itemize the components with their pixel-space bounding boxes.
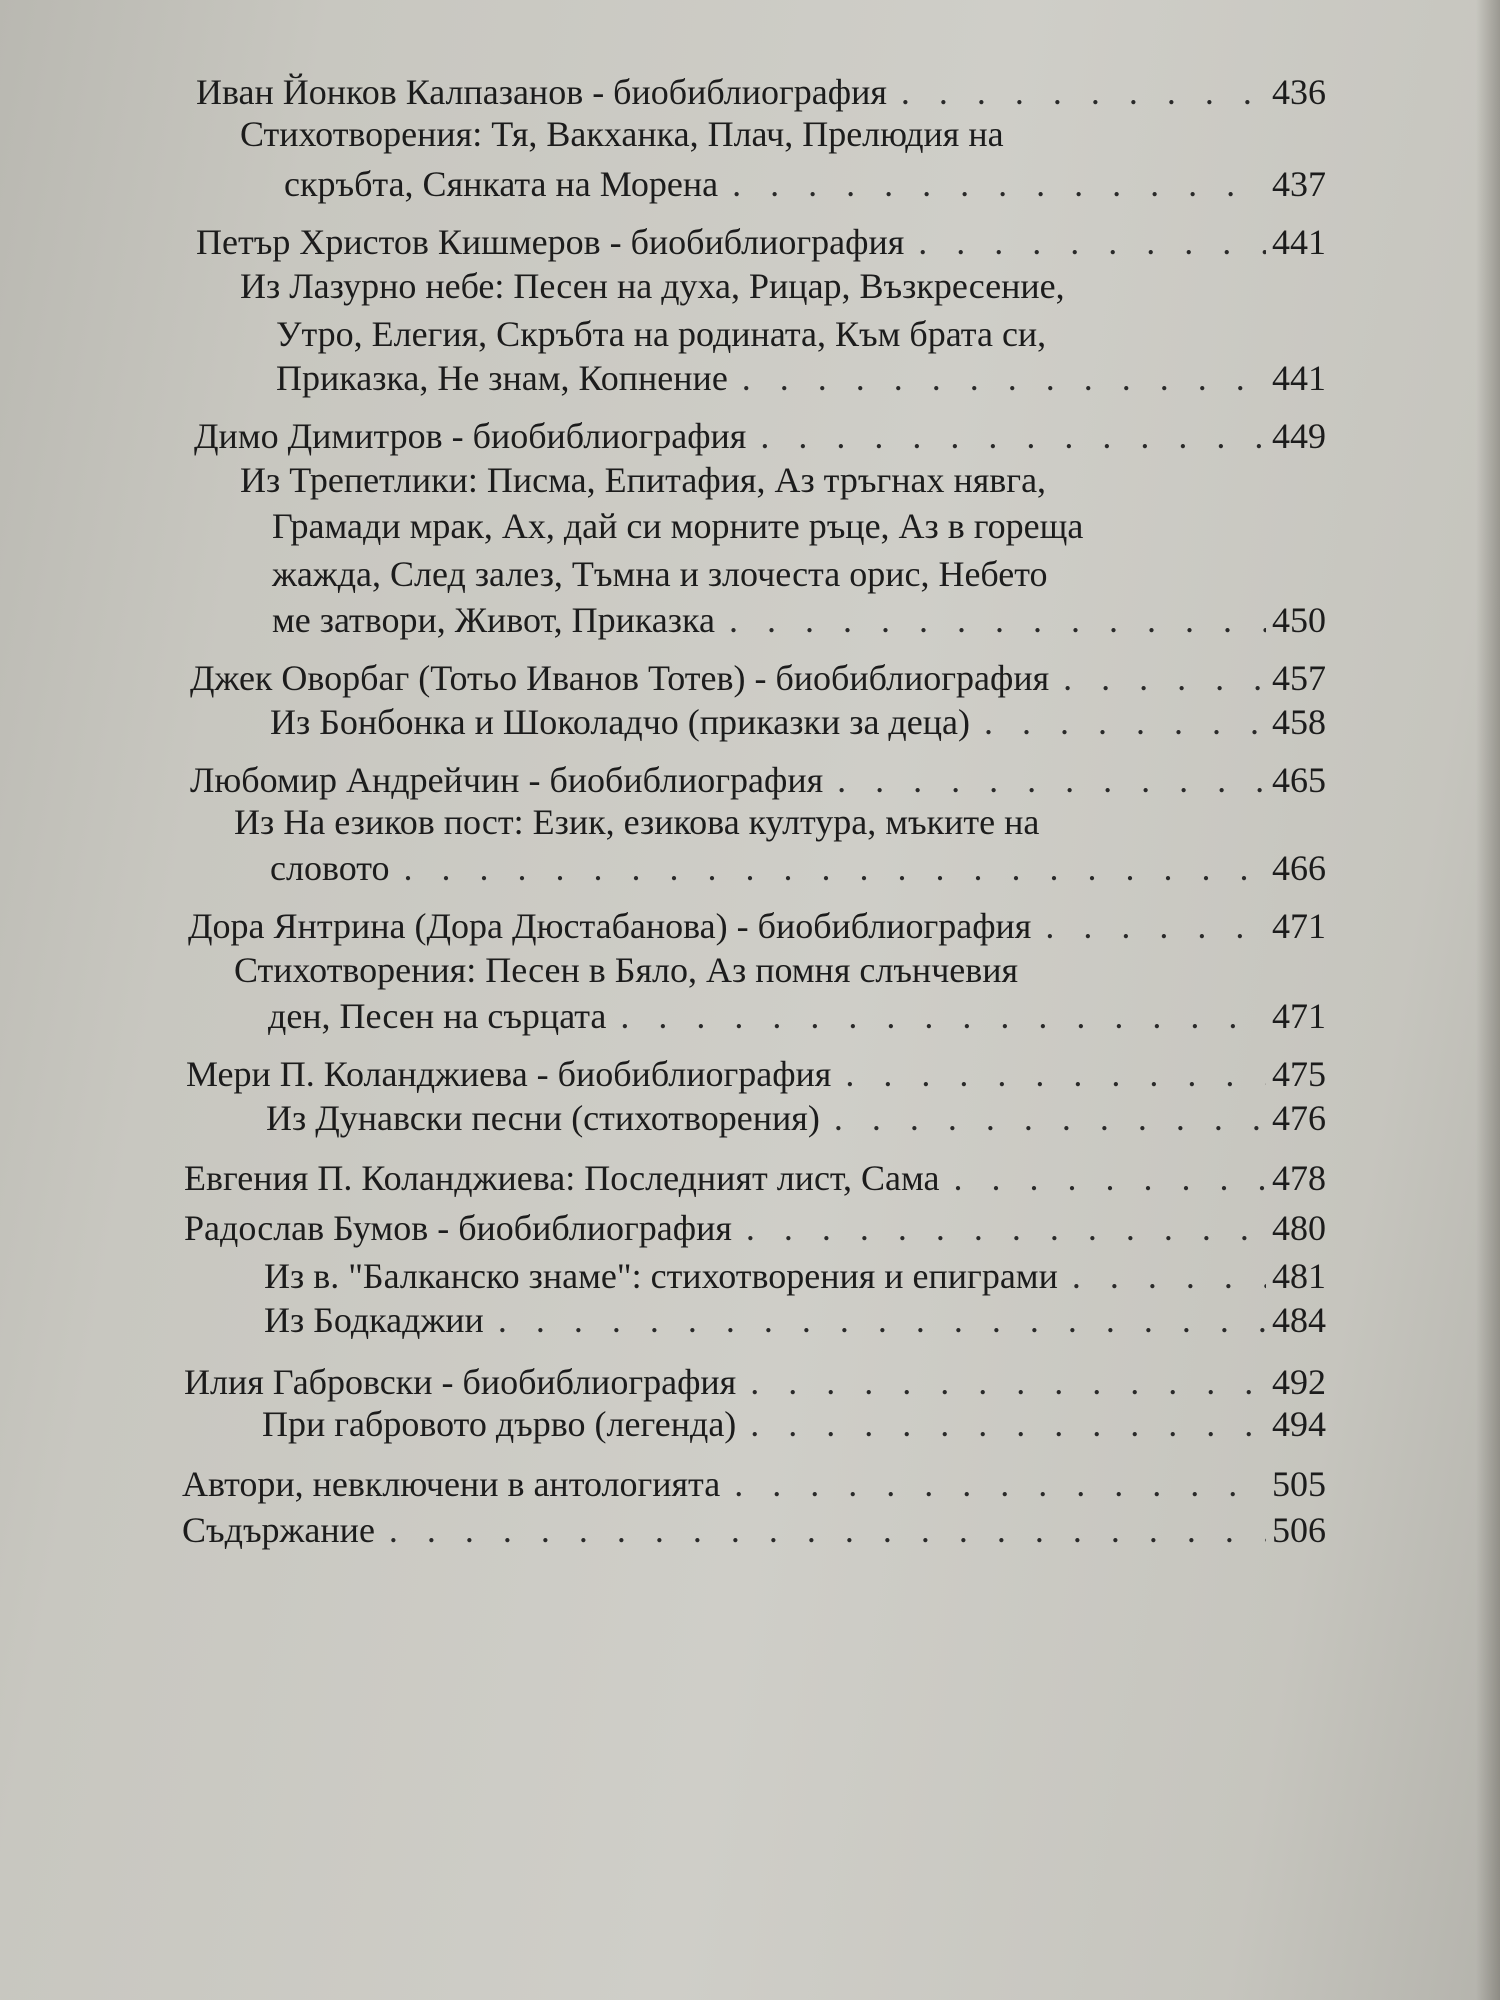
toc-entry xyxy=(262,1404,1326,1444)
dot-leader xyxy=(984,702,1266,742)
dot-leader xyxy=(1063,658,1266,698)
toc-entry-title: ден, Песен на сърцата xyxy=(268,996,607,1036)
toc-entry-title: При габровото дърво (легенда) xyxy=(262,1404,737,1444)
toc-entry xyxy=(182,1464,1326,1504)
dot-leader xyxy=(918,222,1266,262)
toc-entry xyxy=(196,72,1326,112)
toc-entry xyxy=(266,1098,1326,1138)
toc-entry-title: жажда, След залез, Тъмна и злочеста орис, Небето xyxy=(272,554,1048,594)
dot-leader xyxy=(742,358,1266,398)
toc-entry-title: Илия Габровски - биобиблиография xyxy=(184,1362,737,1402)
dot-leader xyxy=(734,1464,1266,1504)
toc-entry xyxy=(194,416,1326,456)
toc-entry xyxy=(184,1208,1326,1248)
toc-entry-title: Стихотворения: Тя, Вакханка, Плач, Прелюдия на xyxy=(240,114,1004,154)
toc-entry-page: 494 xyxy=(1272,1404,1326,1444)
toc-entry xyxy=(284,164,1326,204)
toc-entry-page: 437 xyxy=(1272,164,1326,204)
toc-entry-title: Дора Янтрина (Дора Дюстабанова) - биобиблиография xyxy=(188,906,1032,946)
toc-entry-page: 481 xyxy=(1272,1256,1326,1296)
toc-entry-title: Из Дунавски песни (стихотворения) xyxy=(266,1098,820,1138)
toc-entry xyxy=(264,1256,1326,1296)
toc-entry-title: Любомир Андрейчин - биобиблиография xyxy=(190,760,824,800)
toc-entry xyxy=(264,1300,1326,1340)
toc-entry-title: Съдържание xyxy=(182,1510,375,1550)
toc-entry-title: Грамади мрак, Ах, дай си морните ръце, Аз в гореща xyxy=(272,506,1084,546)
toc-entry xyxy=(186,1054,1326,1094)
dot-leader xyxy=(837,760,1266,800)
toc-entry-title: Стихотворения: Песен в Бяло, Аз помня слънчевия xyxy=(234,950,1019,990)
toc-entry-title: Джек Оворбаг (Тотьо Иванов Тотев) - биобиблиография xyxy=(190,658,1050,698)
toc-entry xyxy=(188,906,1326,946)
toc-entry xyxy=(268,996,1326,1036)
dot-leader xyxy=(498,1300,1266,1340)
toc-entry-page: 466 xyxy=(1272,848,1326,888)
dot-leader xyxy=(760,416,1266,456)
toc-entry-page: 449 xyxy=(1272,416,1326,456)
toc-entry-page: 458 xyxy=(1272,702,1326,742)
toc-entry-page: 478 xyxy=(1272,1158,1326,1198)
toc-entry-title: Радослав Бумов - биобиблиография xyxy=(184,1208,732,1248)
toc-entry-title: Из Бонбонка и Шоколадчо (приказки за деца) xyxy=(270,702,970,742)
toc-entry-page: 492 xyxy=(1272,1362,1326,1402)
toc-entry xyxy=(270,702,1326,742)
toc-entry-page: 480 xyxy=(1272,1208,1326,1248)
toc-entry-page: 475 xyxy=(1272,1054,1326,1094)
toc-entry-page: 505 xyxy=(1272,1464,1326,1504)
toc-entry-page: 441 xyxy=(1272,222,1326,262)
toc-entry-page: 476 xyxy=(1272,1098,1326,1138)
toc-entry-page: 457 xyxy=(1272,658,1326,698)
toc-entry-page: 441 xyxy=(1272,358,1326,398)
toc-entry xyxy=(276,358,1326,398)
toc-entry xyxy=(182,1510,1326,1550)
dot-leader xyxy=(901,72,1266,112)
toc-entry xyxy=(190,760,1326,800)
toc-entry-title: Утро, Елегия, Скръбта на родината, Към брата си, xyxy=(276,314,1047,354)
toc-entry-title: Из На езиков пост: Език, езикова култура, мъките на xyxy=(234,802,1040,842)
dot-leader xyxy=(729,600,1266,640)
toc-entry xyxy=(272,600,1326,640)
toc-entry-page: 506 xyxy=(1272,1510,1326,1550)
toc-entry xyxy=(196,222,1326,262)
toc-entry-page: 471 xyxy=(1272,906,1326,946)
toc-entry-title: словото xyxy=(270,848,390,888)
toc-entry-page: 436 xyxy=(1272,72,1326,112)
toc-entry-title: Петър Христов Кишмеров - биобиблиография xyxy=(196,222,905,262)
dot-leader xyxy=(1045,906,1266,946)
toc-entry-title: Мери П. Коланджиева - биобиблиография xyxy=(186,1054,832,1094)
toc-entry-page: 484 xyxy=(1272,1300,1326,1340)
toc-entry-title: Из Лазурно небе: Песен на духа, Рицар, Възкресение, xyxy=(240,266,1065,306)
toc-entry xyxy=(270,848,1326,888)
dot-leader xyxy=(750,1362,1266,1402)
dot-leader xyxy=(732,164,1266,204)
toc-entry-page: 471 xyxy=(1272,996,1326,1036)
toc-entry xyxy=(184,1362,1326,1402)
dot-leader xyxy=(834,1098,1266,1138)
dot-leader xyxy=(750,1404,1266,1444)
toc-entry-title: ме затвори, Живот, Приказка xyxy=(272,600,715,640)
dot-leader xyxy=(1072,1256,1266,1296)
dot-leader xyxy=(403,848,1266,888)
dot-leader xyxy=(845,1054,1266,1094)
toc-entry-title: Из в. "Балканско знаме": стихотворения и епиграми xyxy=(264,1256,1058,1296)
dot-leader xyxy=(953,1158,1266,1198)
dot-leader xyxy=(746,1208,1266,1248)
toc-entry-title: Димо Димитров - биобиблиография xyxy=(194,416,747,456)
toc-entry xyxy=(184,1158,1326,1198)
toc-entry-title: Иван Йонков Калпазанов - биобиблиография xyxy=(196,72,887,112)
toc-entry-title: скръбта, Сянката на Морена xyxy=(284,164,719,204)
toc-entry-title: Приказка, Не знам, Копнение xyxy=(276,358,728,398)
toc-entry-title: Евгения П. Коланджиева: Последният лист, Сама xyxy=(184,1158,940,1198)
toc-entry-title: Автори, невключени в антологията xyxy=(182,1464,721,1504)
toc-entry-title: Из Трепетлики: Писма, Епитафия, Аз тръгнах нявга, xyxy=(240,460,1047,500)
toc-entry xyxy=(190,658,1326,698)
dot-leader xyxy=(620,996,1266,1036)
toc-entry-page: 450 xyxy=(1272,600,1326,640)
toc-entry-page: 465 xyxy=(1272,760,1326,800)
toc-entry-title: Из Бодкаджии xyxy=(264,1300,484,1340)
dot-leader xyxy=(389,1510,1266,1550)
